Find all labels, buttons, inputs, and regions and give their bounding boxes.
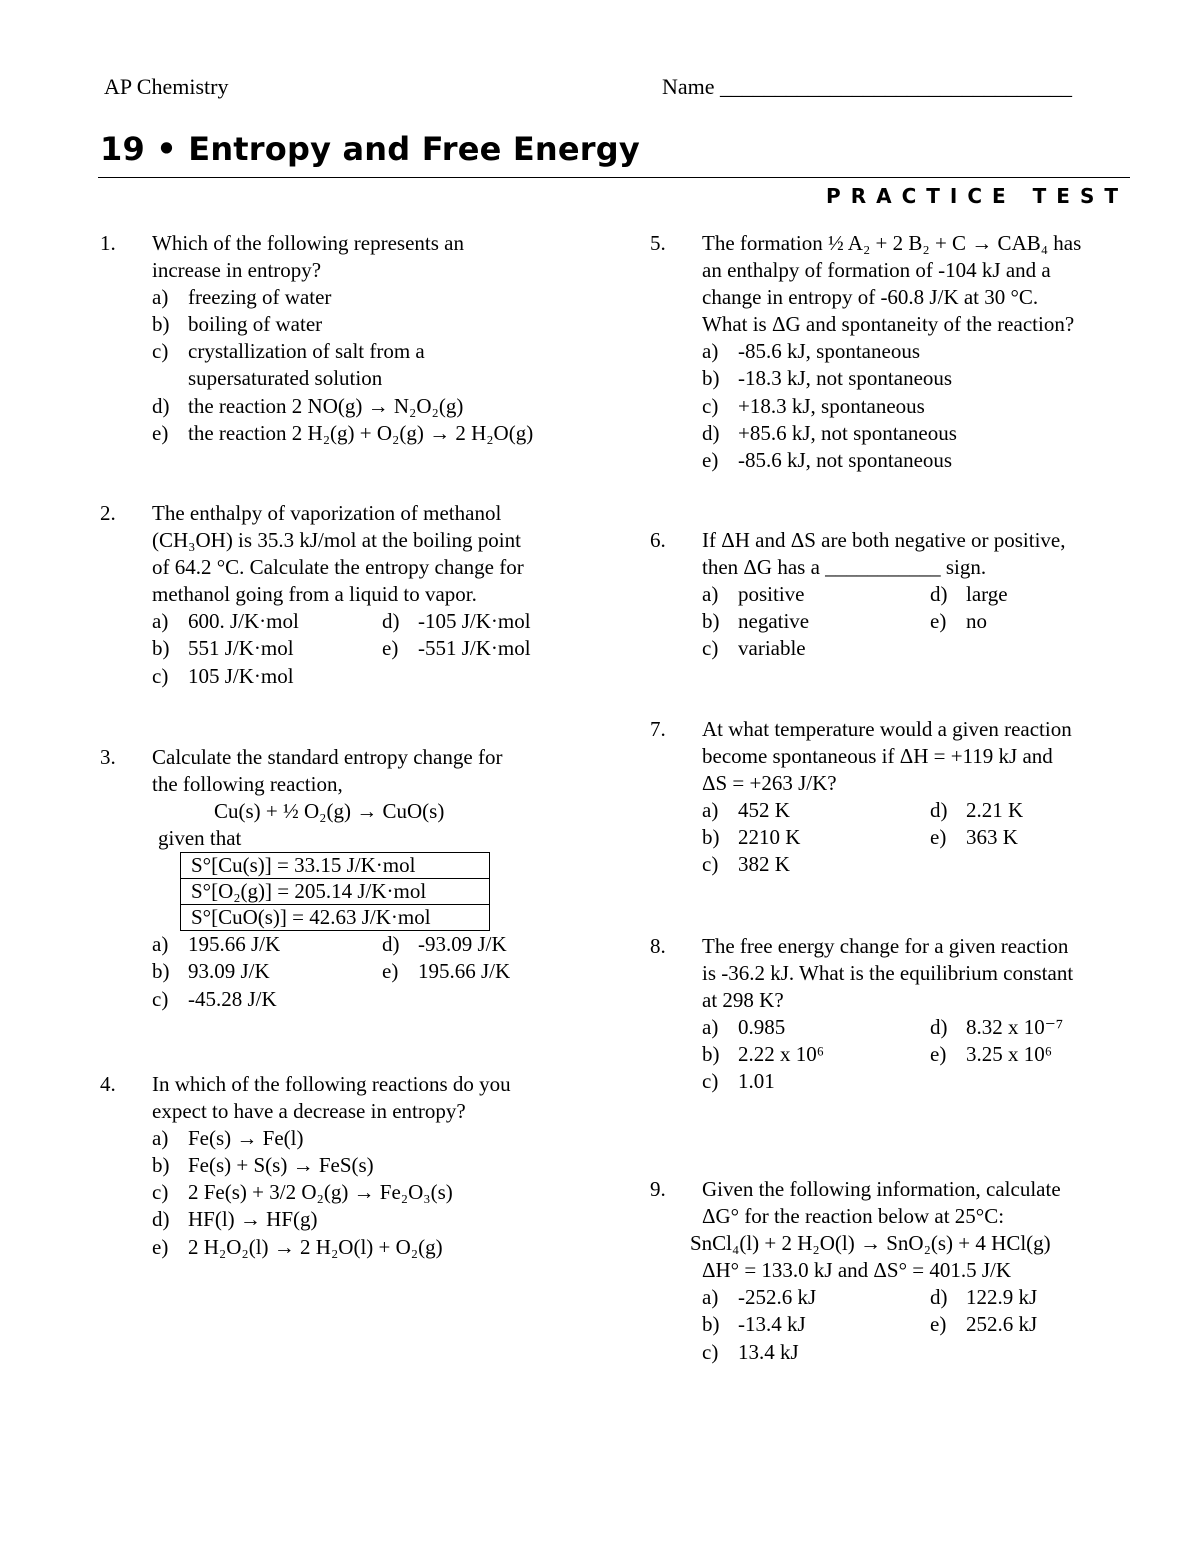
answer-row: c) 13.4 kJ: [702, 1339, 799, 1364]
table-cell: S°[O₂(g)] = 205.14 J/K·mol: [181, 879, 490, 905]
question-text: then ΔG has a ___________ sign.: [702, 555, 987, 580]
answer-row: a) 600. J/K·mol d) -105 J/K·mol: [152, 609, 531, 634]
table-row: [181, 879, 490, 905]
question-text: ΔS = +263 J/K?: [702, 771, 837, 796]
question-text: The formation ½ A₂ + 2 B₂ + C → CAB₄ has: [702, 231, 1082, 255]
answer-option: a) -85.6 kJ, spontaneous: [702, 339, 920, 364]
thermo-values: ΔH° = 133.0 kJ and ΔS° = 401.5 J/K: [702, 1258, 1012, 1283]
reaction-equation: Cu(s) + ½ O₂(g) → CuO(s): [214, 799, 445, 824]
answer-option: d) the reaction 2 NO(g) → N₂O₂(g): [152, 393, 464, 418]
question-text: increase in entropy?: [152, 258, 322, 283]
answer-option: b) Fe(s) + S(s) → FeS(s): [152, 1153, 374, 1178]
question-number: 1.: [100, 231, 116, 255]
question-text: the following reaction,: [152, 772, 343, 797]
answer-row: a) -252.6 kJ d) 122.9 kJ: [702, 1285, 1038, 1310]
answer-option: b) boiling of water: [152, 312, 323, 337]
answer-row: a) positive d) large: [702, 582, 1008, 607]
answer-row: b) 2.22 x 10⁶ e) 3.25 x 10⁶: [702, 1042, 1053, 1067]
question-text: Calculate the standard entropy change for: [152, 745, 503, 769]
question-text: What is ΔG and spontaneity of the reaction?: [702, 312, 1075, 337]
question-number: 4.: [100, 1072, 116, 1096]
question-text: Which of the following represents an: [152, 231, 464, 255]
answer-option: a) Fe(s) → Fe(l): [152, 1126, 304, 1151]
question-text: ΔG° for the reaction below at 25°C:: [702, 1204, 1005, 1229]
table-cell: S°[CuO(s)] = 42.63 J/K·mol: [181, 905, 490, 931]
name-field-label: Name ________________________________: [662, 74, 1073, 99]
question-text: change in entropy of -60.8 J/K at 30 °C.: [702, 285, 1039, 310]
title-rule: [98, 177, 1130, 178]
answer-row: a) 452 K d) 2.21 K: [702, 798, 1024, 823]
answer-row: c) -45.28 J/K: [152, 986, 277, 1011]
question-number: 5.: [650, 231, 666, 255]
answer-option: b) -18.3 kJ, not spontaneous: [702, 366, 953, 391]
question-text: is -36.2 kJ. What is the equilibrium constant: [702, 961, 1074, 986]
question-text: (CH₃OH) is 35.3 kJ/mol at the boiling point: [152, 528, 521, 553]
question-text: at 298 K?: [702, 988, 784, 1013]
question-number: 7.: [650, 717, 666, 741]
answer-row: b) 2210 K e) 363 K: [702, 825, 1018, 850]
answer-row: c) 105 J/K·mol: [152, 663, 294, 688]
page-subtitle: PRACTICE TEST: [826, 184, 1128, 208]
page-title: 19 • Entropy and Free Energy: [100, 130, 640, 168]
question-text: Given the following information, calculate: [702, 1177, 1061, 1201]
entropy-values-table: [180, 852, 490, 931]
answer-option: d) HF(l) → HF(g): [152, 1207, 318, 1232]
answer-option: a) freezing of water: [152, 285, 332, 310]
question-number: 6.: [650, 528, 666, 552]
question-text: In which of the following reactions do you: [152, 1072, 511, 1096]
answer-row: c) variable: [702, 636, 806, 661]
answer-option: d) +85.6 kJ, not spontaneous: [702, 420, 957, 445]
question-text: At what temperature would a given reaction: [702, 717, 1072, 741]
course-label: AP Chemistry: [104, 74, 229, 99]
answer-row: b) 551 J/K·mol e) -551 J/K·mol: [152, 636, 531, 661]
question-number: 9.: [650, 1177, 666, 1201]
question-number: 2.: [100, 501, 116, 525]
table-cell: S°[Cu(s)] = 33.15 J/K·mol: [181, 853, 490, 879]
given-label: given that: [158, 826, 242, 851]
answer-row: a) 195.66 J/K d) -93.09 J/K: [152, 932, 507, 957]
table-row: [181, 905, 490, 931]
question-text: The free energy change for a given reaction: [702, 934, 1069, 958]
table-row: [181, 853, 490, 879]
answer-option: c) +18.3 kJ, spontaneous: [702, 393, 925, 418]
question-number: 3.: [100, 745, 116, 769]
answer-option: e) 2 H₂O₂(l) → 2 H₂O(l) + O₂(g): [152, 1234, 443, 1259]
answer-row: c) 1.01: [702, 1069, 775, 1094]
answer-row: b) 93.09 J/K e) 195.66 J/K: [152, 959, 511, 984]
answer-option-continued: supersaturated solution: [188, 366, 383, 391]
answer-option: e) -85.6 kJ, not spontaneous: [702, 447, 953, 472]
answer-row: a) 0.985 d) 8.32 x 10⁻⁷: [702, 1015, 1064, 1040]
answer-option: e) the reaction 2 H₂(g) + O₂(g) → 2 H₂O(g): [152, 420, 534, 445]
question-text: If ΔH and ΔS are both negative or positive,: [702, 528, 1066, 552]
answer-row: b) -13.4 kJ e) 252.6 kJ: [702, 1312, 1038, 1337]
answer-option: c) crystallization of salt from a: [152, 339, 425, 364]
question-number: 8.: [650, 934, 666, 958]
question-text: an enthalpy of formation of -104 kJ and a: [702, 258, 1051, 283]
question-text: become spontaneous if ΔH = +119 kJ and: [702, 744, 1053, 769]
reaction-equation: SnCl₄(l) + 2 H₂O(l) → SnO₂(s) + 4 HCl(g): [690, 1231, 1051, 1256]
question-text: of 64.2 °C. Calculate the entropy change for: [152, 555, 524, 580]
question-text: expect to have a decrease in entropy?: [152, 1099, 466, 1124]
answer-option: c) 2 Fe(s) + 3/2 O₂(g) → Fe₂O₃(s): [152, 1180, 453, 1205]
question-text: The enthalpy of vaporization of methanol: [152, 501, 502, 525]
question-text: methanol going from a liquid to vapor.: [152, 582, 477, 607]
answer-row: b) negative e) no: [702, 609, 987, 634]
answer-row: c) 382 K: [702, 852, 790, 877]
